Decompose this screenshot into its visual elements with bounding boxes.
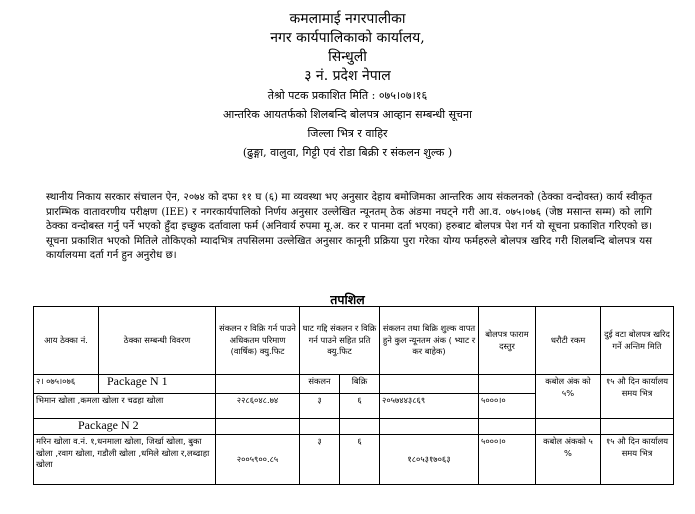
package1-deposit: कबोल अंक को ५%	[536, 375, 601, 419]
package1-label: Package N 1	[99, 375, 216, 394]
table-header-row	[34, 307, 674, 375]
sub-header-collect: संकलन	[300, 375, 340, 394]
package1-contract-no: २। ०७५।०७६	[34, 375, 99, 394]
package2-collect-rate: ३	[300, 435, 340, 485]
publication-date: तेश्रो पटक प्रकाशित मिति : ०७५।०७।१६	[267, 89, 428, 102]
table-row	[34, 435, 674, 485]
package2-label: Package N 2	[34, 419, 216, 435]
header-deposit: धरौटी रकम	[536, 307, 601, 375]
header-contract-no: आय ठेक्का नं.	[34, 307, 99, 375]
table-row	[34, 375, 674, 394]
office-name: नगर कार्यपालिकाको कार्यालय,	[270, 30, 425, 46]
package2-min-amount: १८०५३१७०६३	[380, 435, 479, 485]
sub-header-sale: बिक्रि	[340, 375, 380, 394]
notice-scope: जिल्ला भित्र र वाहिर	[307, 127, 388, 140]
tender-schedule-table	[33, 306, 674, 485]
package1-max-volume: २२८६०४८.७४	[216, 394, 300, 419]
header-max-volume: संकलन र विक्रि गर्न पाउने अधिकतम परिमाण (वार्षिक) क्यु.फिट	[216, 307, 300, 375]
table-row	[34, 419, 674, 435]
package2-deadline: १५ औ दिन कार्यालय समय भित्र	[601, 435, 674, 485]
package2-description: मरिन खोला व.नं. १,धनमाला खोला, जिर्खा खोला, बुका खोला ,रवाग खोला, गडौली खोला ,धमिले खोला र,लब्ढाहा खोला	[34, 435, 216, 485]
package1-collect-rate: ३	[300, 394, 340, 419]
notice-title: आन्तरिक आयतर्फको शिलबन्दि बोलपत्र आव्हान सम्बन्धी सूचना	[223, 108, 472, 121]
package2-sale-rate: ६	[340, 435, 380, 485]
notice-subject: (ढुङ्गा, वालुवा, गिट्टी एवं रोडा बिक्री र संकलन शुल्क )	[242, 146, 453, 159]
schedule-heading: तपशिल	[330, 292, 365, 307]
district-name: सिन्धुली	[328, 49, 367, 65]
package1-form-fee: ५०००।०	[479, 394, 536, 419]
municipality-name: कमलामाई नगरपालीका	[289, 11, 406, 27]
package1-description: भिमान खोला ,कमला खोला र चढहा खोला	[34, 394, 216, 419]
header-rate: घाट गद्दि संकलन र विक्रि गर्न पाउने सहित प्रति क्यु.फिट	[300, 307, 380, 375]
package2-deposit: कबोल अंकको ५ %	[536, 435, 601, 485]
province-name: ३ नं. प्रदेश नेपाल	[304, 68, 391, 84]
header-description: ठेक्का सम्बन्धी विवरण	[99, 307, 216, 375]
notice-paragraph: स्थानीय निकाय सरकार संचालन ऐन, २०७४ को दफा ११ घ (६) मा व्यवस्था भए अनुसार देहाय बमोजिमका आन्तरिक आय संकलनको (ठेक्का वन्दोवस्त) कार्य स्वीकृत प्रारम्भिक वातावरणीय परीक्षण (IEE) र नगरकार्यपालिको निर्णय अनुसार उल्लेखित न्यूनतम् ठेक अंङमा नघट्ने गरी आ.व. ०७५।०७६ (जेष्ठ मसान्त सम्म) को लागि ठेक्का वन्दोबस्त गर्नु पर्ने भएको हुँदा इच्छुक दर्तावाला फर्म (अनिवार्य रुपमा मू.अ. कर र पानमा दर्ता भएका) हरुबाट बोलपत्र पेश गर्न यो सूचना प्रकाशित गरिएको छ। सूचना प्रकाशित भएको मितिले तोकिएको म्यादभित्र तपसिलमा उल्लेखित अनुसार कानूनी प्रक्रिया पुरा गरेका योग्य फर्महरुले बोलपत्र खरिद गरी शिलबन्दि बोलपत्र यस कार्यालयमा दर्ता गर्न हुन अनुरोध छ।	[46, 192, 652, 261]
letterhead	[0, 10, 695, 162]
package1-deadline: १५ औ दिन कार्यालय समय भित्र	[601, 375, 674, 419]
package1-min-amount: २०५७४४३८६९	[380, 394, 479, 419]
package2-max-volume: २००५९००.८५	[216, 435, 300, 485]
header-deadline: दुई वटा बोलपत्र खरिद गर्ने अन्तिम मिति	[601, 307, 674, 375]
package1-sale-rate: ६	[340, 394, 380, 419]
header-form-fee: बोलपत्र फाराम दस्तुर	[479, 307, 536, 375]
package2-form-fee: ५०००।०	[479, 435, 536, 485]
header-min-amount: संकलन तथा बिक्रि शुल्क वापत हुने कुल न्यूनतम अंक ( भ्याट र कर बाहेक)	[380, 307, 479, 375]
